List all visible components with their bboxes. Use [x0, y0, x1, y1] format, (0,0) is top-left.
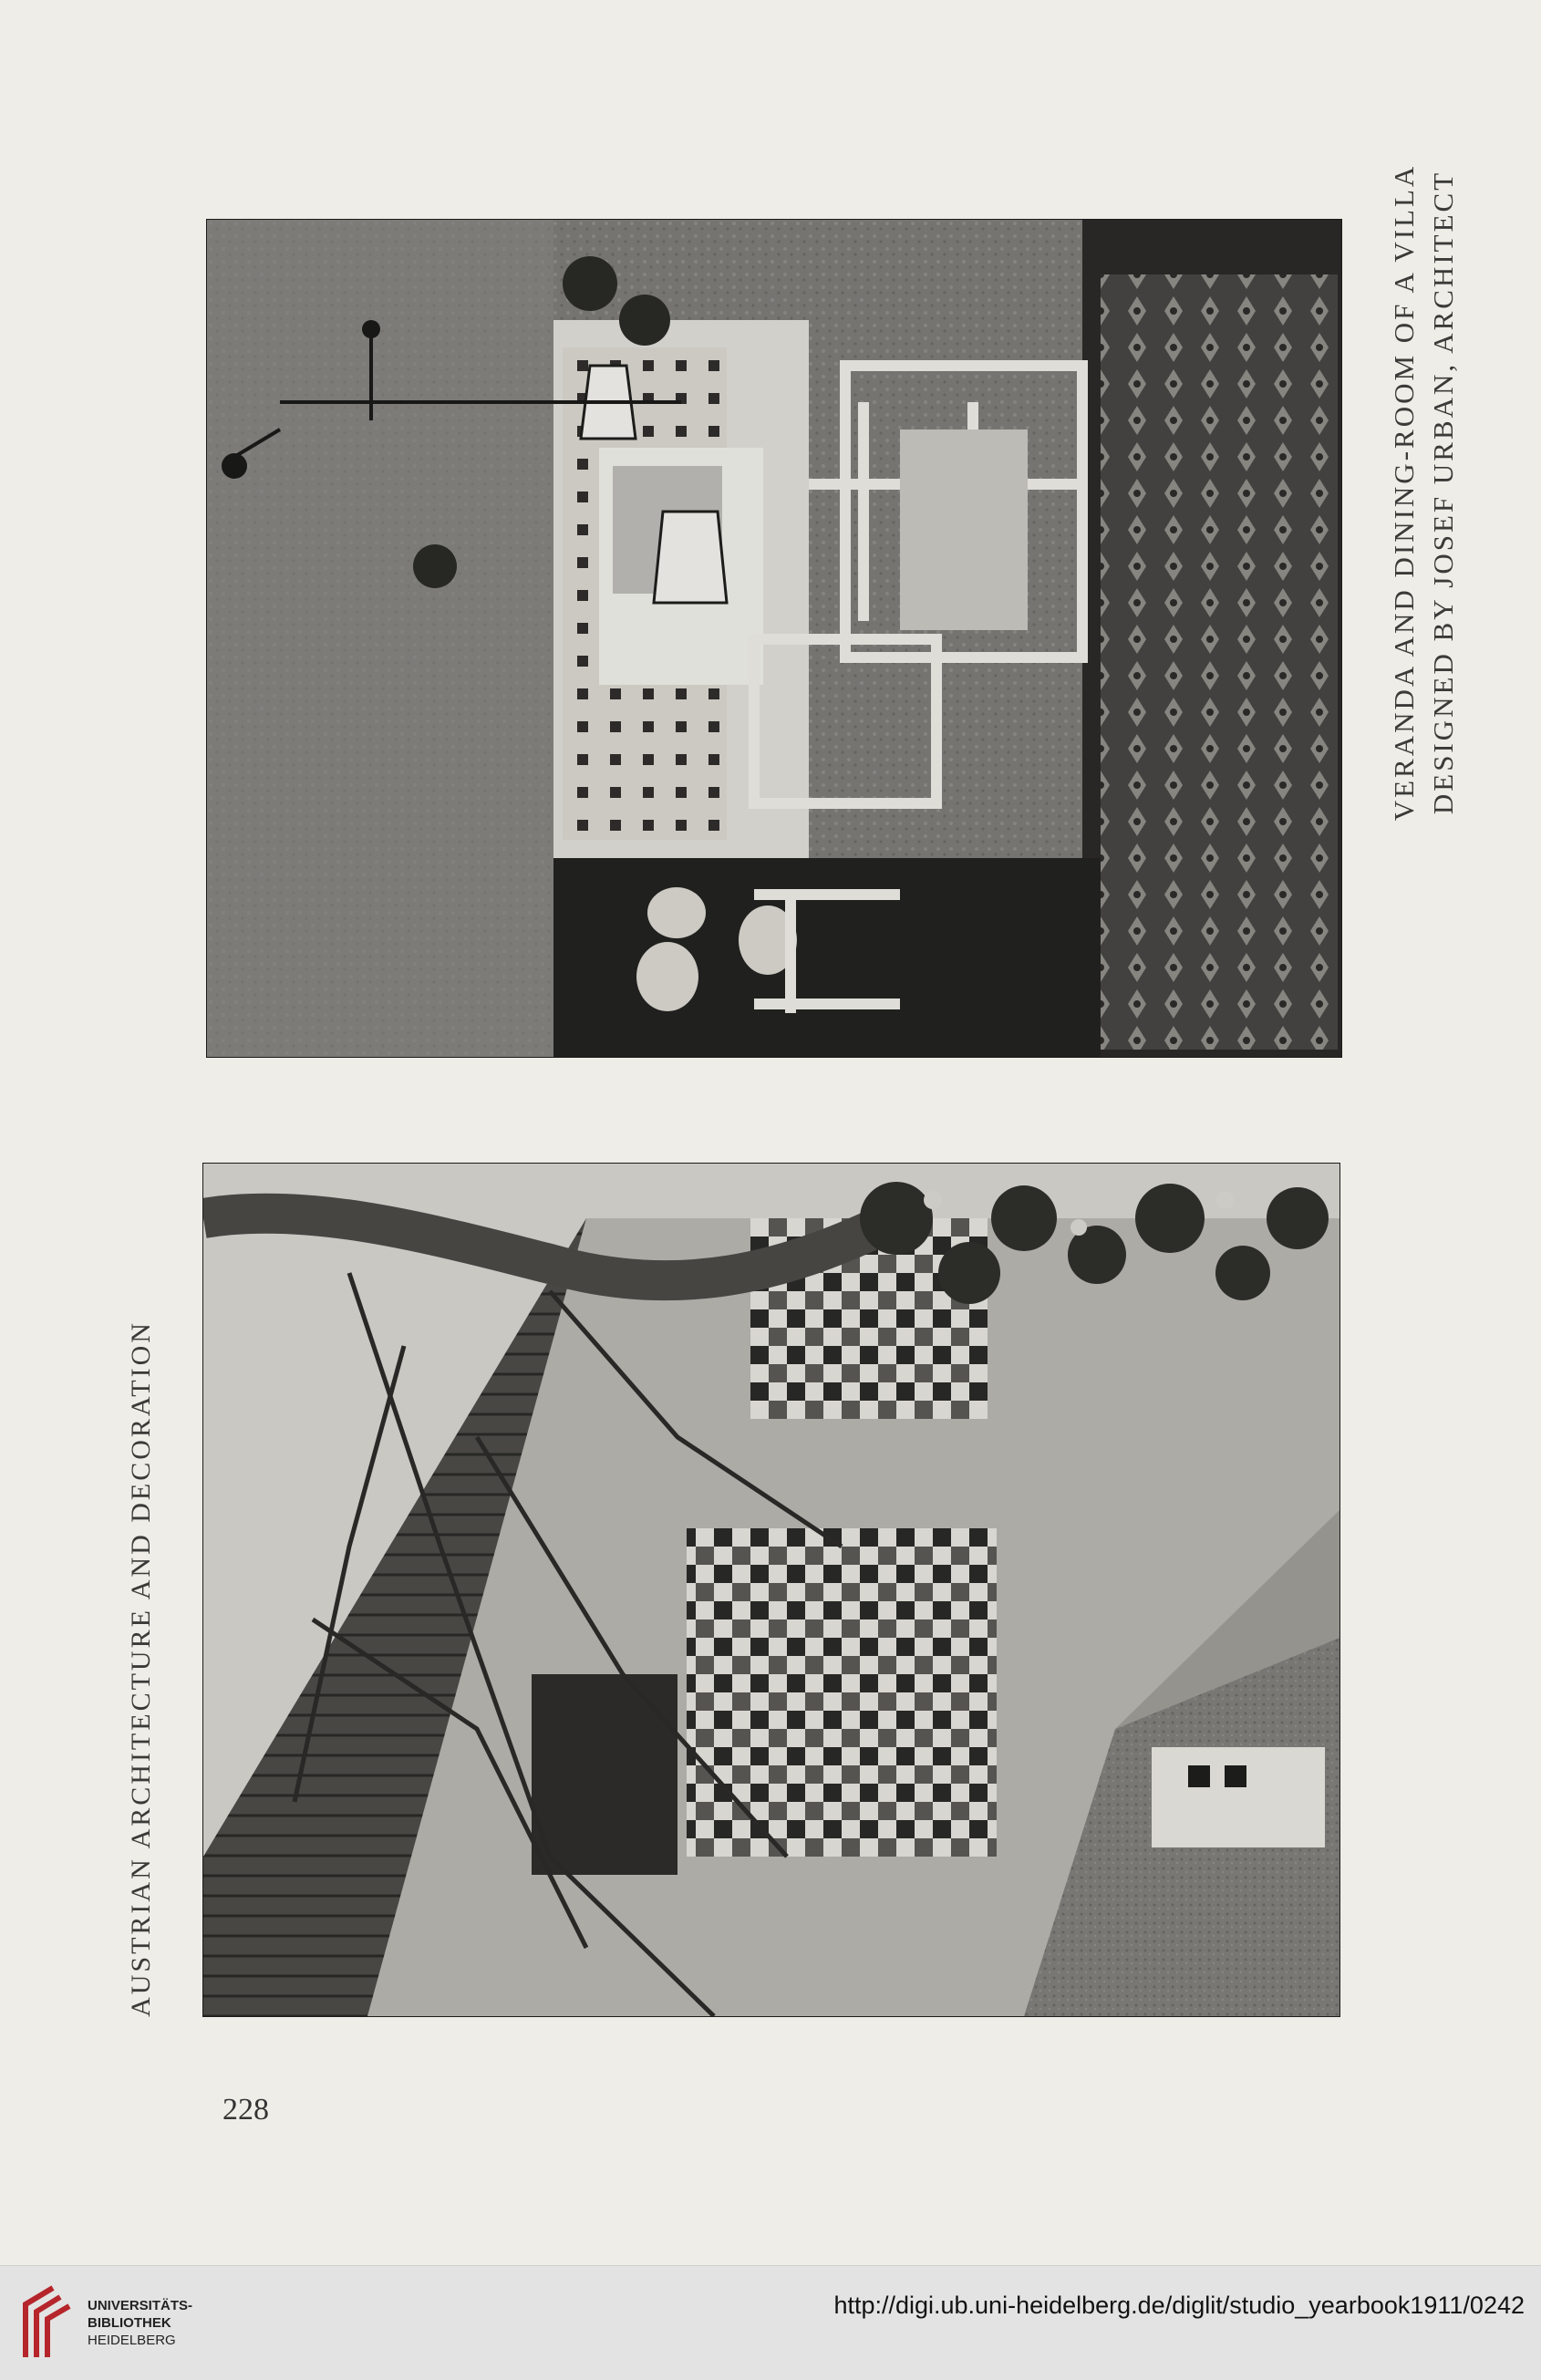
page-number: 228: [222, 2093, 269, 2126]
source-url-link[interactable]: http://digi.ub.uni-heidelberg.de/diglit/studio_yearbook1911/0242: [833, 2292, 1525, 2319]
dining-room-photo: [206, 219, 1342, 1058]
caption-line-2: DESIGNED BY JOSEF URBAN, ARCHITECT: [1427, 170, 1459, 815]
library-logo-text: [88, 2297, 192, 2349]
veranda-photo: [202, 1163, 1340, 2017]
logo-line-3: HEIDELBERG: [88, 2333, 176, 2348]
library-logo-icon: [18, 2281, 75, 2363]
logo-line-1: UNIVERSITÄTS-: [88, 2298, 193, 2313]
running-title: AUSTRIAN ARCHITECTURE AND DECORATION: [126, 1320, 156, 2017]
logo-line-2: BIBLIOTHEK: [88, 2315, 171, 2331]
footer-bar: [0, 2265, 1541, 2380]
caption-line-1: VERANDA AND DINING-ROOM OF A VILLA: [1388, 163, 1420, 822]
